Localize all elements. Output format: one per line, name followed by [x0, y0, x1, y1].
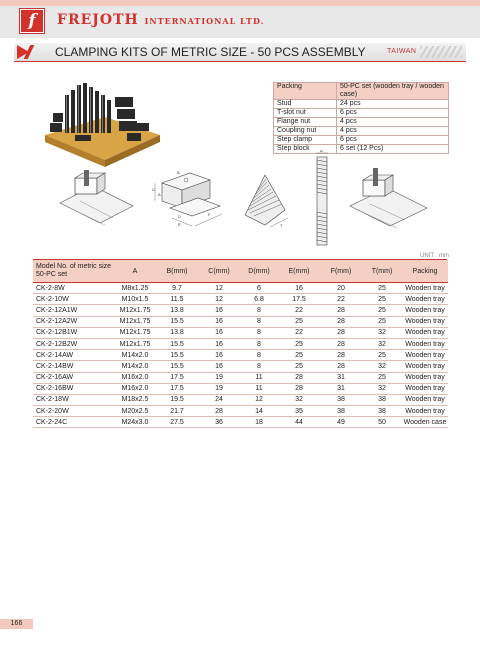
- table-cell: 8: [240, 350, 278, 361]
- table-cell: Wooden tray: [402, 394, 448, 405]
- table-cell: 9.7: [156, 283, 198, 294]
- table-cell: 38: [362, 406, 402, 417]
- table-cell: 25: [362, 305, 402, 316]
- table-cell: 21.7: [156, 406, 198, 417]
- table-cell: 13.8: [156, 327, 198, 338]
- table-cell: 28: [320, 316, 362, 327]
- table-cell: Wooden tray: [402, 383, 448, 394]
- page-number: 166: [0, 619, 33, 629]
- table-cell: 8: [240, 361, 278, 372]
- table-cell: Wooden tray: [402, 305, 448, 316]
- brand-sub: INTERNATIONAL LTD.: [144, 16, 265, 26]
- spec-key: Flange nut: [274, 118, 337, 127]
- table-row: [33, 394, 448, 405]
- table-row: [33, 305, 448, 316]
- table-cell: Wooden tray: [402, 338, 448, 349]
- table-cell: 19: [198, 372, 240, 383]
- table-cell: 28: [278, 372, 320, 383]
- label-f: F: [208, 212, 211, 217]
- table-cell: Wooden tray: [402, 372, 448, 383]
- spec-row: [274, 109, 449, 118]
- table-cell: 14: [240, 406, 278, 417]
- table-cell: 6.8: [240, 294, 278, 305]
- label-t: T: [280, 223, 283, 228]
- table-row: [33, 338, 448, 349]
- table-cell: 22: [278, 327, 320, 338]
- table-cell: 13.8: [156, 305, 198, 316]
- label-e: E: [178, 222, 181, 227]
- table-cell: 25: [278, 350, 320, 361]
- table-cell: M16x2.0: [114, 372, 156, 383]
- col-header-d: D(mm): [240, 260, 278, 283]
- table-cell: 25: [362, 316, 402, 327]
- table-cell: 8: [240, 305, 278, 316]
- table-cell: 11: [240, 383, 278, 394]
- table-cell: 16: [198, 350, 240, 361]
- table-cell: 25: [278, 316, 320, 327]
- table-cell: 35: [278, 406, 320, 417]
- table-cell: 31: [320, 383, 362, 394]
- dimension-table: [33, 260, 448, 428]
- table-cell: 25: [362, 294, 402, 305]
- table-cell: 28: [320, 338, 362, 349]
- table-cell: M14x2.0: [114, 361, 156, 372]
- table-cell: CK-2-14AW: [33, 350, 114, 361]
- table-cell: 17.5: [156, 383, 198, 394]
- table-cell: CK-2-14BW: [33, 361, 114, 372]
- tslot-nut-dimension-drawing: [150, 168, 230, 233]
- company-logo-icon: f: [20, 9, 44, 33]
- clamp-assembly-drawing: [345, 168, 430, 230]
- table-cell: CK-2-12B2W: [33, 338, 114, 349]
- table-cell: 32: [278, 394, 320, 405]
- table-cell: 50: [362, 417, 402, 428]
- table-cell: 28: [198, 406, 240, 417]
- table-cell: 24: [198, 394, 240, 405]
- table-cell: CK-2-10W: [33, 294, 114, 305]
- col-header-c: C(mm): [198, 260, 240, 283]
- table-cell: 27.5: [156, 417, 198, 428]
- country-label: TAIWAN: [387, 48, 417, 55]
- table-cell: 22: [278, 305, 320, 316]
- table-cell: Wooden tray: [402, 294, 448, 305]
- table-row: [33, 283, 448, 294]
- table-cell: 16: [198, 316, 240, 327]
- table-cell: 17.5: [156, 372, 198, 383]
- table-cell: Wooden tray: [402, 327, 448, 338]
- spec-value: 50-PC set (wooden tray / wooden case): [337, 83, 449, 100]
- stud-in-tslot-drawing: [55, 168, 135, 228]
- table-row: [33, 372, 448, 383]
- brand-main: FREJOTH: [57, 12, 139, 28]
- table-cell: Wooden tray: [402, 406, 448, 417]
- table-cell: 8: [240, 338, 278, 349]
- table-cell: 8: [240, 316, 278, 327]
- table-cell: Wooden tray: [402, 283, 448, 294]
- table-cell: CK-2-12B1W: [33, 327, 114, 338]
- title-decoration: [420, 46, 462, 58]
- table-cell: 12: [240, 394, 278, 405]
- table-cell: 25: [362, 283, 402, 294]
- table-cell: 15.5: [156, 350, 198, 361]
- table-cell: Wooden tray: [402, 361, 448, 372]
- table-cell: CK-2-18W: [33, 394, 114, 405]
- col-header-b: B(mm): [156, 260, 198, 283]
- spec-key: Step block: [274, 145, 337, 154]
- table-cell: 28: [320, 350, 362, 361]
- table-row: [33, 406, 448, 417]
- label-stud-a: A: [320, 150, 323, 153]
- spec-row: [274, 136, 449, 145]
- table-cell: 19.5: [156, 394, 198, 405]
- table-cell: 11.5: [156, 294, 198, 305]
- unit-label: UNIT : mm: [420, 253, 449, 259]
- table-cell: M8x1.25: [114, 283, 156, 294]
- table-row: [33, 327, 448, 338]
- col-header-a: A: [114, 260, 156, 283]
- table-cell: M12x1.75: [114, 305, 156, 316]
- spec-row: [274, 100, 449, 109]
- table-cell: 17.5: [278, 294, 320, 305]
- col-header-model: Model No. of metric size 50-PC set: [33, 260, 114, 283]
- table-row: [33, 383, 448, 394]
- spec-row: [274, 145, 449, 154]
- table-cell: 18: [240, 417, 278, 428]
- table-cell: 16: [198, 327, 240, 338]
- table-cell: 16: [198, 305, 240, 316]
- table-cell: 31: [320, 372, 362, 383]
- table-body: [33, 283, 448, 428]
- col-header-packing: Packing: [402, 260, 448, 283]
- table-cell: 32: [362, 338, 402, 349]
- table-cell: 28: [320, 305, 362, 316]
- table-cell: M20x2.5: [114, 406, 156, 417]
- table-cell: 36: [198, 417, 240, 428]
- label-c: C: [152, 187, 155, 192]
- label-b: B: [177, 170, 180, 175]
- threaded-stud-drawing: [312, 150, 332, 250]
- table-cell: CK-2-12A2W: [33, 316, 114, 327]
- table-cell: 16: [198, 361, 240, 372]
- spec-value: 4 pcs: [337, 118, 449, 127]
- spec-header-row: [274, 83, 449, 100]
- table-cell: Wooden tray: [402, 316, 448, 327]
- table-cell: 22: [320, 294, 362, 305]
- spec-key: T-slot nut: [274, 109, 337, 118]
- spec-key: Stud: [274, 100, 337, 109]
- step-block-drawing: [240, 170, 295, 230]
- table-cell: 32: [362, 383, 402, 394]
- table-cell: 8: [240, 327, 278, 338]
- table-cell: 12: [198, 294, 240, 305]
- table-cell: 12: [198, 283, 240, 294]
- spec-value: 6 pcs: [337, 109, 449, 118]
- table-cell: 15.5: [156, 361, 198, 372]
- spec-value: 6 pcs: [337, 136, 449, 145]
- table-cell: 44: [278, 417, 320, 428]
- table-cell: 6: [240, 283, 278, 294]
- table-cell: Wooden tray: [402, 350, 448, 361]
- table-cell: 20: [320, 283, 362, 294]
- label-a: A: [158, 192, 161, 197]
- spec-value: 24 pcs: [337, 100, 449, 109]
- col-header-t: T(mm): [362, 260, 402, 283]
- spec-row: [274, 127, 449, 136]
- table-row: [33, 294, 448, 305]
- table-cell: 32: [362, 327, 402, 338]
- table-cell: CK-2-16BW: [33, 383, 114, 394]
- table-cell: 25: [362, 350, 402, 361]
- spec-value: 4 pcs: [337, 127, 449, 136]
- section-title: CLAMPING KITS OF METRIC SIZE - 50 PCS ASSEMBLY: [55, 45, 366, 59]
- table-cell: 32: [362, 361, 402, 372]
- table-cell: M14x2.0: [114, 350, 156, 361]
- table-cell: 15.5: [156, 338, 198, 349]
- table-cell: M12x1.75: [114, 316, 156, 327]
- table-cell: 11: [240, 372, 278, 383]
- table-cell: 49: [320, 417, 362, 428]
- table-cell: 38: [320, 394, 362, 405]
- table-cell: 19: [198, 383, 240, 394]
- table-cell: 25: [362, 372, 402, 383]
- table-cell: 15.5: [156, 316, 198, 327]
- table-cell: CK-2-12A1W: [33, 305, 114, 316]
- brand-name: [57, 12, 264, 28]
- table-cell: 38: [362, 394, 402, 405]
- table-cell: 16: [278, 283, 320, 294]
- col-header-e: E(mm): [278, 260, 320, 283]
- table-cell: 16: [198, 338, 240, 349]
- table-cell: 28: [320, 361, 362, 372]
- label-d: D: [178, 214, 181, 219]
- packing-spec-table: [273, 82, 449, 154]
- table-row: [33, 316, 448, 327]
- top-stripe: [0, 0, 480, 6]
- table-cell: M10x1.5: [114, 294, 156, 305]
- table-row: [33, 361, 448, 372]
- clamping-kit-photo: [35, 75, 165, 170]
- table-row: [33, 350, 448, 361]
- table-cell: M16x2.0: [114, 383, 156, 394]
- table-row: [33, 417, 448, 428]
- table-cell: 38: [320, 406, 362, 417]
- spec-value: 6 set (12 Pcs): [337, 145, 449, 154]
- spec-key: Coupling nut: [274, 127, 337, 136]
- table-cell: M12x1.75: [114, 338, 156, 349]
- table-cell: 25: [278, 338, 320, 349]
- table-cell: M12x1.75: [114, 327, 156, 338]
- table-cell: M24x3.0: [114, 417, 156, 428]
- table-header-row: [33, 260, 448, 283]
- table-cell: M18x2.5: [114, 394, 156, 405]
- spec-row: [274, 118, 449, 127]
- table-cell: CK-2-24C: [33, 417, 114, 428]
- table-cell: CK-2-20W: [33, 406, 114, 417]
- table-cell: CK-2-16AW: [33, 372, 114, 383]
- table-cell: Wooden case: [402, 417, 448, 428]
- table-cell: 28: [320, 327, 362, 338]
- table-cell: 25: [278, 361, 320, 372]
- col-header-f: F(mm): [320, 260, 362, 283]
- table-cell: CK-2-8W: [33, 283, 114, 294]
- spec-key: Step clamp: [274, 136, 337, 145]
- spec-key: Packing: [274, 83, 337, 100]
- table-cell: 28: [278, 383, 320, 394]
